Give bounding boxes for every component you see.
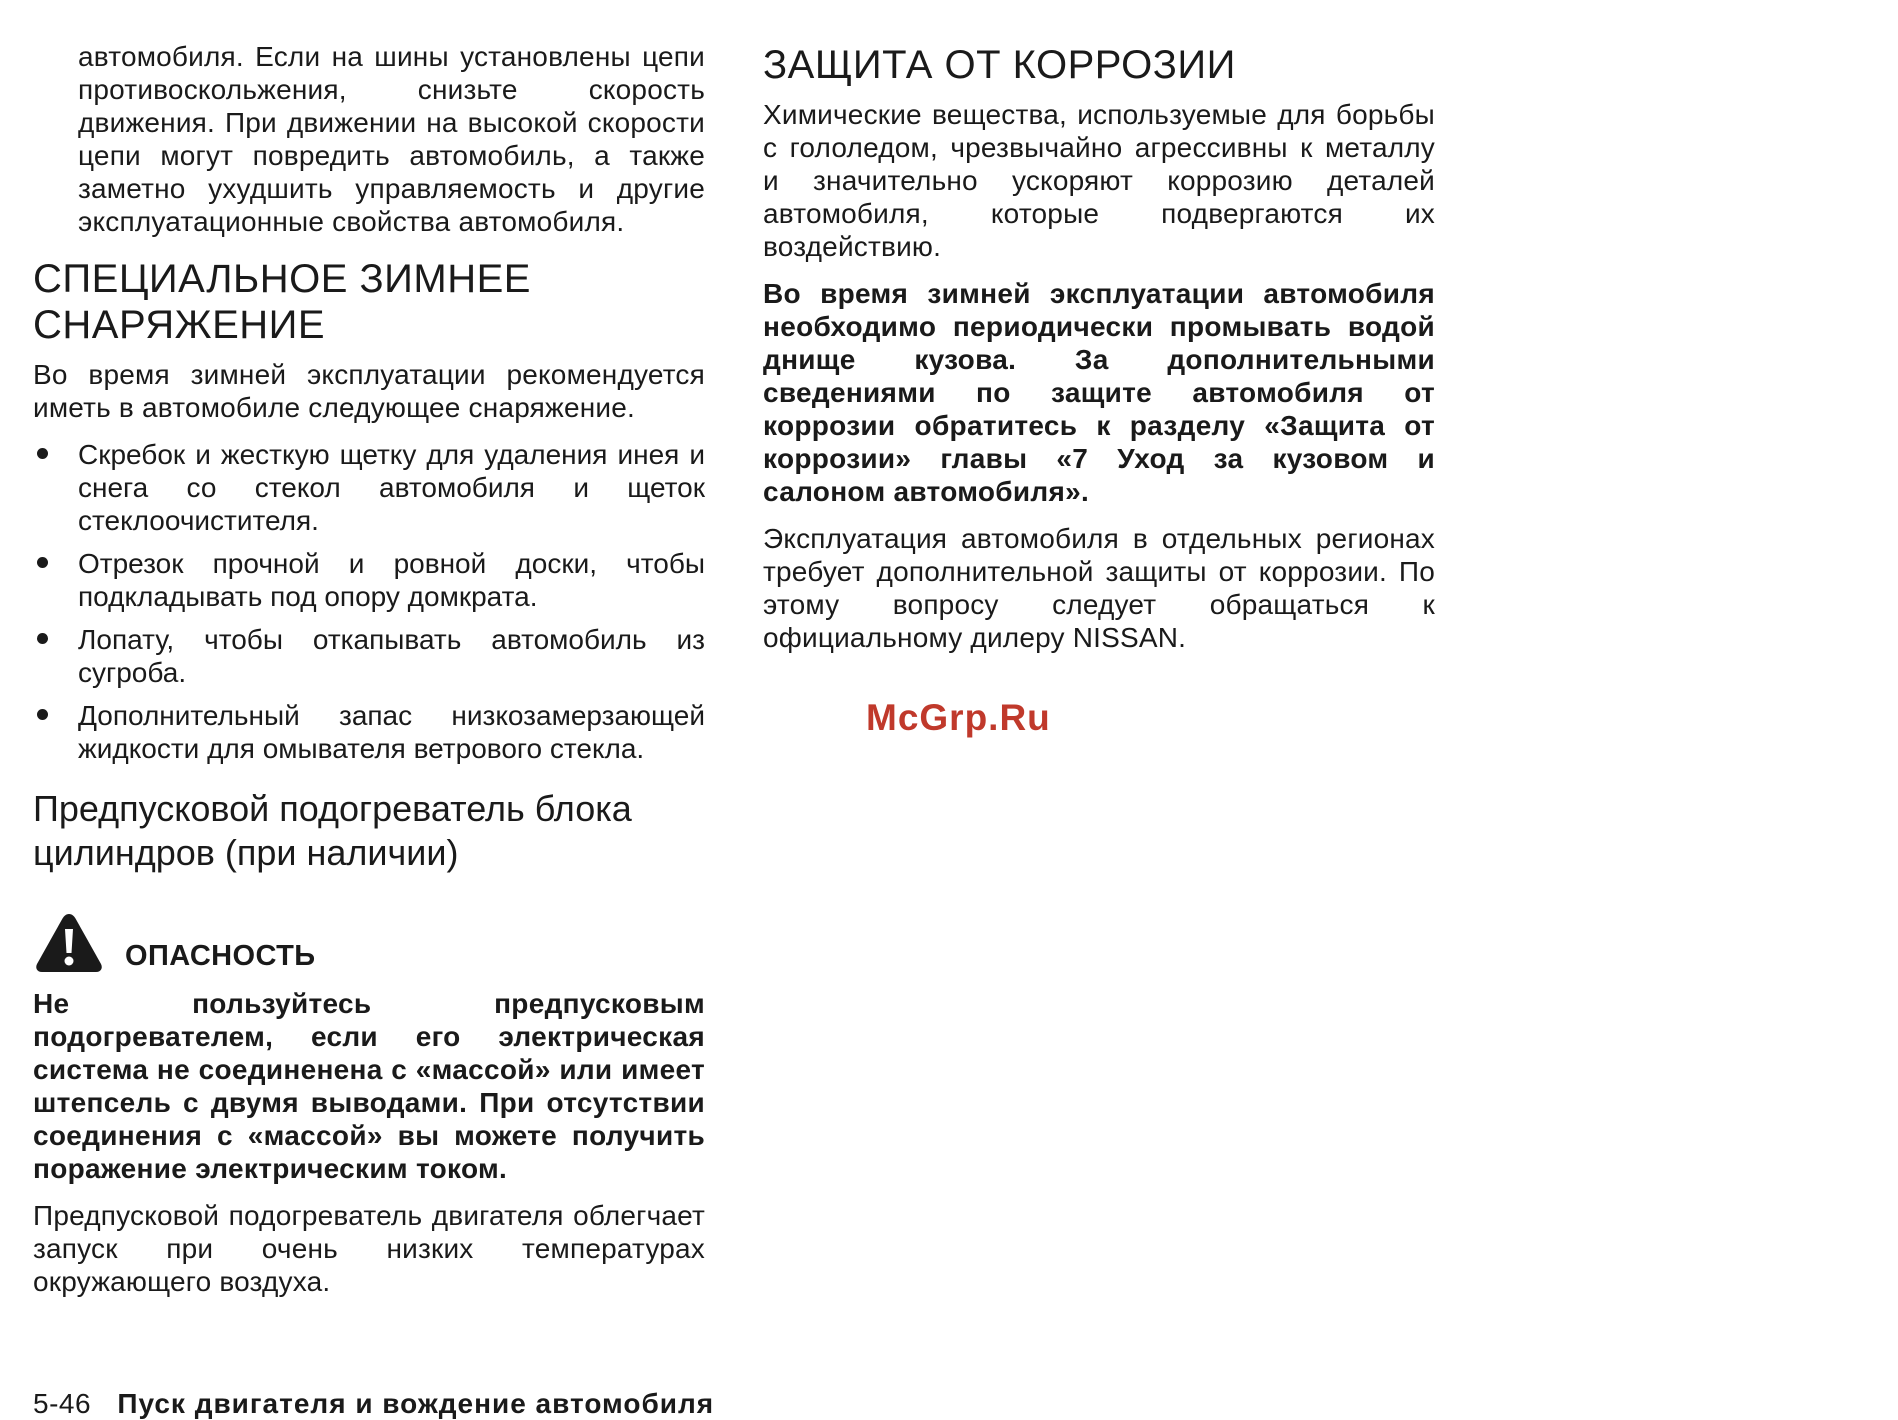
left-column bbox=[33, 40, 705, 1312]
corrosion-paragraph-1: Химические вещества, используемые для борьбы с гололедом, чрезвычайно агрессивны к металлу и значительно ускоряют коррозию деталей автомобиля, которые подвергаются их воздействию. bbox=[763, 99, 1435, 262]
list-item bbox=[33, 547, 705, 613]
list-item bbox=[33, 623, 705, 689]
block-heater-heading bbox=[33, 787, 705, 875]
intro-paragraph: автомобиля. Если на шины установлены цепи противоскольжения, снизьте скорость движения. При движении на высокой скорости цепи могут повредить автомобиль, а также заметно ухудшить управляемость и другие эксплуатационные свойства автомобиля. bbox=[78, 41, 705, 237]
list-item-text: Лопату, чтобы откапывать автомобиль из сугроба. bbox=[78, 624, 705, 688]
right-column bbox=[763, 40, 1435, 668]
danger-text: Не пользуйтесь предпусковым подогревателем, если его электрическая система не соединенена с «массой» или имеет штепсель с двумя выводами. При отсутствии соединения с «массой» вы можете получить поражение электрическим током. bbox=[33, 988, 705, 1184]
list-item-text: Дополнительный запас низкозамерзающей жидкости для омывателя ветрового стекла. bbox=[78, 700, 705, 764]
winter-equipment-heading bbox=[33, 256, 705, 348]
list-item bbox=[33, 438, 705, 537]
warning-triangle-icon bbox=[33, 911, 105, 975]
danger-header bbox=[33, 911, 705, 975]
danger-label: ОПАСНОСТЬ bbox=[125, 940, 316, 972]
list-item-text: Скребок и жесткую щетку для удаления инея и снега со стекол автомобиля и щеток стеклоочистителя. bbox=[78, 439, 705, 536]
equipment-list bbox=[33, 438, 705, 765]
page-number: 5-46 bbox=[33, 1388, 92, 1419]
winter-equipment-heading-line1: СПЕЦИАЛЬНОЕ ЗИМНЕЕ bbox=[33, 257, 531, 301]
chapter-title: Пуск двигателя и вождение автомобиля bbox=[117, 1388, 715, 1419]
heater-paragraph: Предпусковой подогреватель двигателя облегчает запуск при очень низких температурах окружающего воздуха. bbox=[33, 1200, 705, 1297]
list-item-text: Отрезок прочной и ровной доски, чтобы подкладывать под опору домкрата. bbox=[78, 548, 705, 612]
corrosion-bold-paragraph: Во время зимней эксплуатации автомобиля необходимо периодически промывать водой днище кузова. За дополнительными сведениями по защите автомобиля от коррозии обратитесь к разделу «Защита от коррозии» главы «7 Уход за кузовом и салоном автомобиля». bbox=[763, 278, 1435, 507]
bullet-icon bbox=[37, 448, 48, 459]
bullet-icon bbox=[37, 557, 48, 568]
block-heater-heading-line2: цилиндров (при наличии) bbox=[33, 832, 459, 873]
corrosion-heading: ЗАЩИТА ОТ КОРРОЗИИ bbox=[763, 43, 1236, 87]
bullet-icon bbox=[37, 709, 48, 720]
page-footer bbox=[33, 1388, 714, 1420]
corrosion-paragraph-2: Эксплуатация автомобиля в отдельных регионах требует дополнительной защиты от коррозии. По этому вопросу следует обращаться к официальному дилеру NISSAN. bbox=[763, 523, 1435, 653]
watermark: McGrp.Ru bbox=[866, 697, 1051, 738]
winter-equipment-heading-line2: СНАРЯЖЕНИЕ bbox=[33, 303, 326, 347]
list-item bbox=[33, 699, 705, 765]
block-heater-heading-line1: Предпусковой подогреватель блока bbox=[33, 788, 632, 829]
winter-equipment-paragraph: Во время зимней эксплуатации рекомендуется иметь в автомобиле следующее снаряжение. bbox=[33, 359, 705, 423]
bullet-icon bbox=[37, 633, 48, 644]
